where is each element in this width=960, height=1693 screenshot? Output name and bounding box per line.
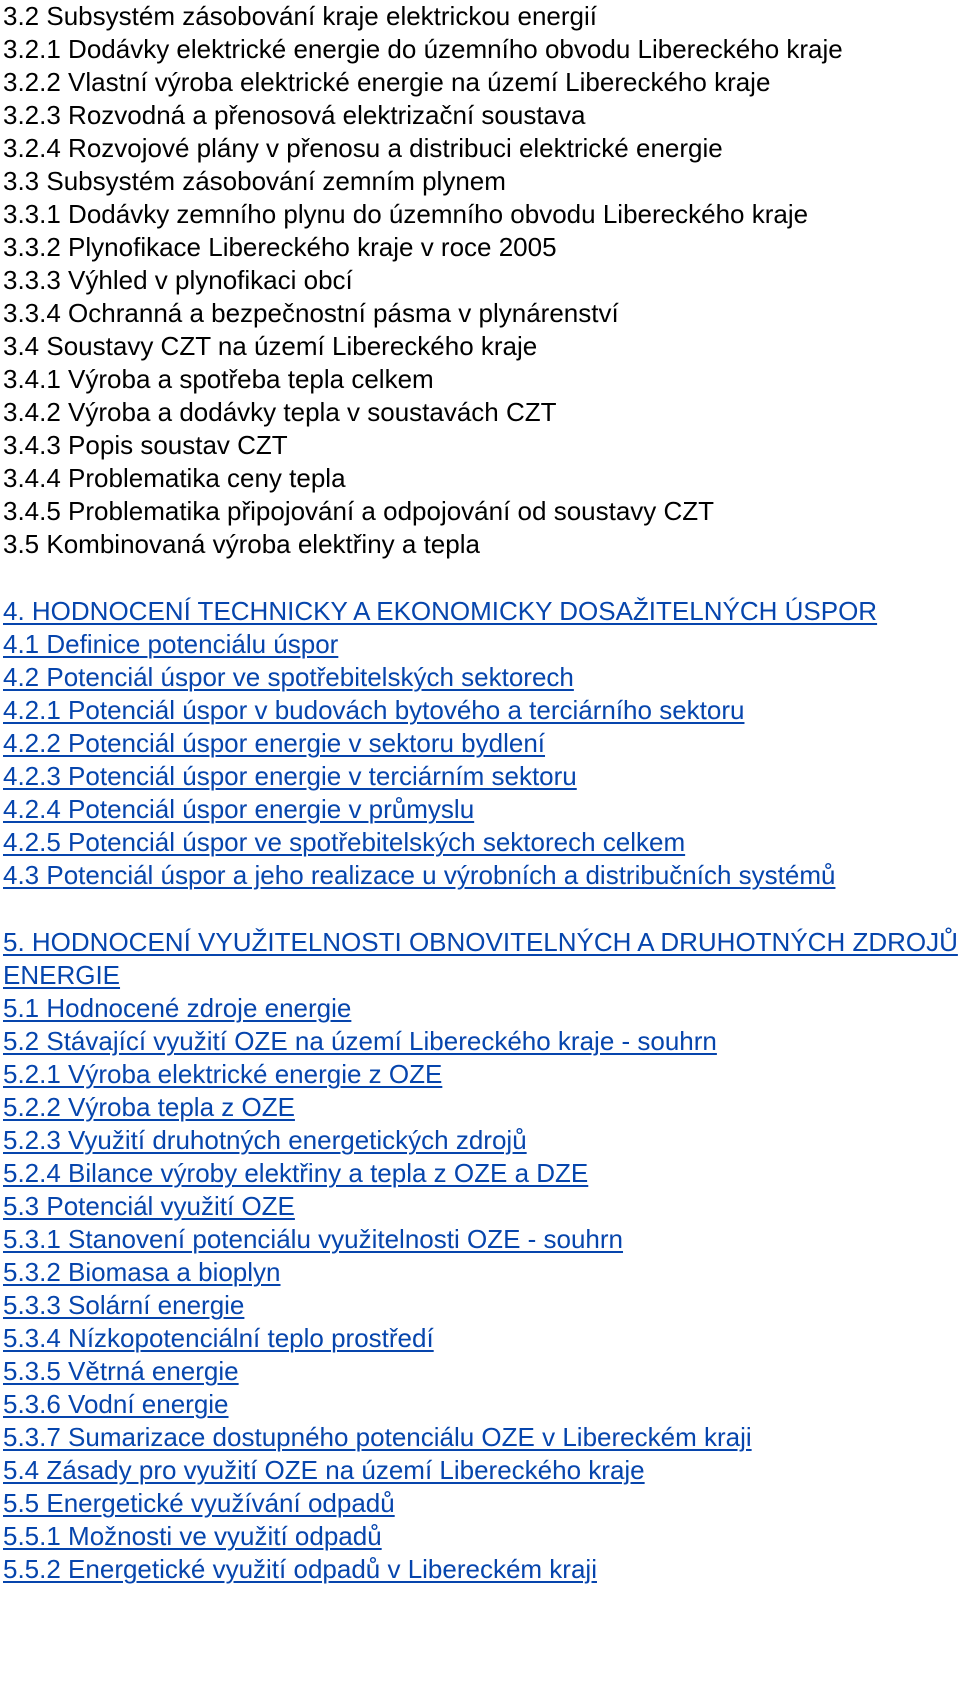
toc-link[interactable]: 5.2.2 Výroba tepla z OZE [3,1092,295,1122]
toc-link[interactable]: 4.2.2 Potenciál úspor energie v sektoru bydlení [3,728,546,758]
toc-entry: 3.3 Subsystém zásobování zemním plynem [3,166,506,196]
toc-link[interactable]: 4.2 Potenciál úspor ve spotřebitelských sektorech [3,662,574,692]
toc-link[interactable]: 5.2.4 Bilance výroby elektřiny a tepla z OZE a DZE [3,1158,589,1188]
toc-link[interactable]: 5.1 Hodnocené zdroje energie [3,993,352,1023]
toc-link[interactable]: 5.3.3 Solární energie [3,1290,245,1320]
toc-link[interactable]: 5.2.3 Využití druhotných energetických zdrojů [3,1125,527,1155]
toc-block-section-3 [3,0,960,561]
toc-link[interactable]: 4.1 Definice potenciálu úspor [3,629,339,659]
toc-entry: 3.4.1 Výroba a spotřeba tepla celkem [3,364,434,394]
toc-link[interactable]: 5.3.7 Sumarizace dostupného potenciálu OZE v Libereckém kraji [3,1422,752,1452]
toc-link[interactable]: 5.3 Potenciál využití OZE [3,1191,295,1221]
toc-link[interactable]: 4.2.5 Potenciál úspor ve spotřebitelských sektorech celkem [3,827,686,857]
toc-link[interactable]: 4.3 Potenciál úspor a jeho realizace u výrobních a distribučních systémů [3,860,836,890]
toc-entry: 3.3.1 Dodávky zemního plynu do územního obvodu Libereckého kraje [3,199,809,229]
toc-link[interactable]: 5.5.2 Energetické využití odpadů v Libereckém kraji [3,1554,597,1584]
section-gap [3,892,960,926]
toc-entry: 3.3.3 Výhled v plynofikaci obcí [3,265,353,295]
toc-link[interactable]: 5.2 Stávající využití OZE na území Libereckého kraje - souhrn [3,1026,717,1056]
toc-entry: 3.5 Kombinovaná výroba elektřiny a tepla [3,529,480,559]
toc-entry: 3.2.1 Dodávky elektrické energie do územního obvodu Libereckého kraje [3,34,843,64]
toc-link[interactable]: 4.2.3 Potenciál úspor energie v terciárním sektoru [3,761,577,791]
toc-entry: 3.4.5 Problematika připojování a odpojování od soustavy CZT [3,496,715,526]
toc-link[interactable]: 5.5.1 Možnosti ve využití odpadů [3,1521,382,1551]
toc-block-section-5 [3,926,960,1586]
toc-entry: 3.3.4 Ochranná a bezpečnostní pásma v plynárenství [3,298,619,328]
toc-entry: 3.4 Soustavy CZT na území Libereckého kraje [3,331,538,361]
toc-link[interactable]: 5.3.5 Větrná energie [3,1356,239,1386]
toc-link[interactable]: 5.3.6 Vodní energie [3,1389,229,1419]
toc-link-section-5[interactable]: 5. HODNOCENÍ VYUŽITELNOSTI OBNOVITELNÝCH A DRUHOTNÝCH ZDROJŮ ENERGIE [3,927,958,990]
toc-link[interactable]: 5.3.4 Nízkopotenciální teplo prostředí [3,1323,434,1353]
toc-link[interactable]: 5.3.1 Stanovení potenciálu využitelnosti OZE - souhrn [3,1224,624,1254]
toc-block-section-4 [3,595,960,892]
toc-entry: 3.2.2 Vlastní výroba elektrické energie na území Libereckého kraje [3,67,771,97]
toc-entry: 3.4.3 Popis soustav CZT [3,430,288,460]
toc-link[interactable]: 4.2.4 Potenciál úspor energie v průmyslu [3,794,475,824]
toc-entry: 3.4.2 Výroba a dodávky tepla v soustavách CZT [3,397,557,427]
toc-entry: 3.2.3 Rozvodná a přenosová elektrizační soustava [3,100,586,130]
toc-link[interactable]: 5.5 Energetické využívání odpadů [3,1488,395,1518]
toc-link[interactable]: 5.4 Zásady pro využití OZE na území Libereckého kraje [3,1455,645,1485]
section-gap [3,561,960,595]
toc-entry: 3.4.4 Problematika ceny tepla [3,463,346,493]
toc-entry: 3.2 Subsystém zásobování kraje elektrickou energií [3,1,597,31]
toc-link[interactable]: 4.2.1 Potenciál úspor v budovách bytového a terciárního sektoru [3,695,745,725]
toc-link-section-4[interactable]: 4. HODNOCENÍ TECHNICKY A EKONOMICKY DOSAŽITELNÝCH ÚSPOR [3,596,878,626]
toc-link[interactable]: 5.3.2 Biomasa a bioplyn [3,1257,281,1287]
toc-entry: 3.3.2 Plynofikace Libereckého kraje v roce 2005 [3,232,557,262]
toc-link[interactable]: 5.2.1 Výroba elektrické energie z OZE [3,1059,443,1089]
toc-entry: 3.2.4 Rozvojové plány v přenosu a distribuci elektrické energie [3,133,723,163]
